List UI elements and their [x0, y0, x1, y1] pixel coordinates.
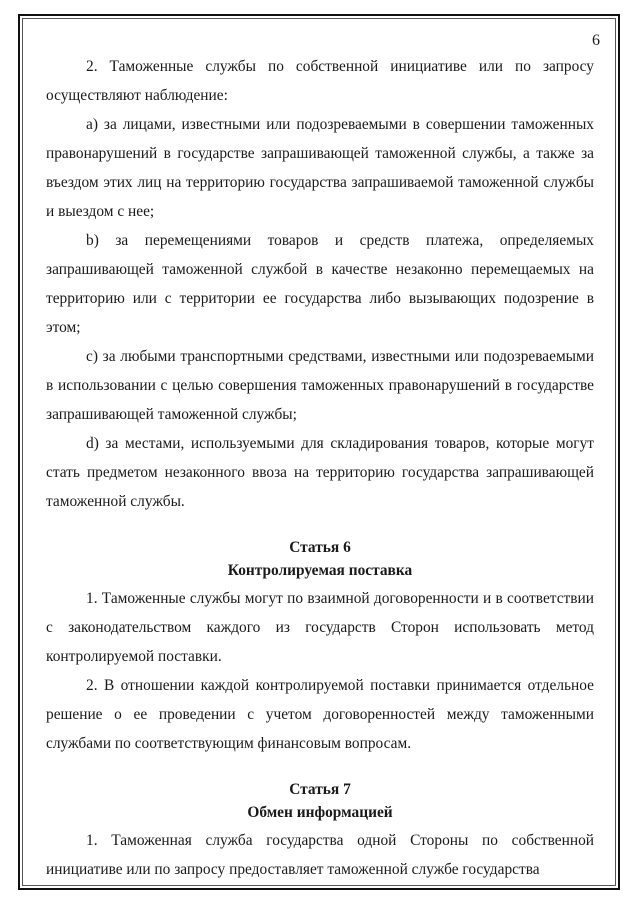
article-7-title: Обмен информацией	[247, 804, 393, 821]
document-body	[46, 52, 594, 884]
paragraph-item-c: c) за любыми транспортными средствами, известными или подозреваемыми в использовании с целью совершения таможенных правонарушений в государстве запрашивающей таможенной службы;	[46, 348, 594, 423]
page-number: 6	[592, 32, 600, 49]
paragraph-item-d: d) за местами, используемыми для складирования товаров, которые могут стать предметом незаконного ввоза на территорию государства запрашивающей таможенной службы.	[46, 435, 594, 510]
article-6-number: Статья 6	[289, 539, 351, 556]
article-6-paragraph-2: 2. В отношении каждой контролируемой поставки принимается отдельное решение о ее проведении с учетом договоренностей между таможенными службами по соответствующим финансовым вопросам.	[46, 677, 594, 752]
article-6-title: Контролируемая поставка	[227, 562, 413, 579]
article-6-paragraph-1: 1. Таможенные службы могут по взаимной договоренности и в соответствии с законодательством каждого из государств Сторон использовать метод контролируемой поставки.	[46, 590, 594, 665]
paragraph-surveillance-intro: 2. Таможенные службы по собственной инициативе или по запросу осуществляют наблюдение:	[46, 58, 594, 104]
paragraph-item-a: a) за лицами, известными или подозреваемыми в совершении таможенных правонарушений в государстве запрашивающей таможенной службы, а также за въездом этих лиц на территорию государства запрашиваемой таможенной службы и выездом с нее;	[46, 116, 594, 220]
article-7-paragraph-1: 1. Таможенная служба государства одной Стороны по собственной инициативе или по запросу предоставляет таможенной службе государства	[46, 832, 594, 878]
paragraph-item-b: b) за перемещениями товаров и средств платежа, определяемых запрашивающей таможенной службой в качестве незаконно перемещаемых на территорию или с территории ее государства либо вызывающих подозрение в этом;	[46, 232, 594, 336]
article-7-number: Статья 7	[289, 781, 351, 798]
